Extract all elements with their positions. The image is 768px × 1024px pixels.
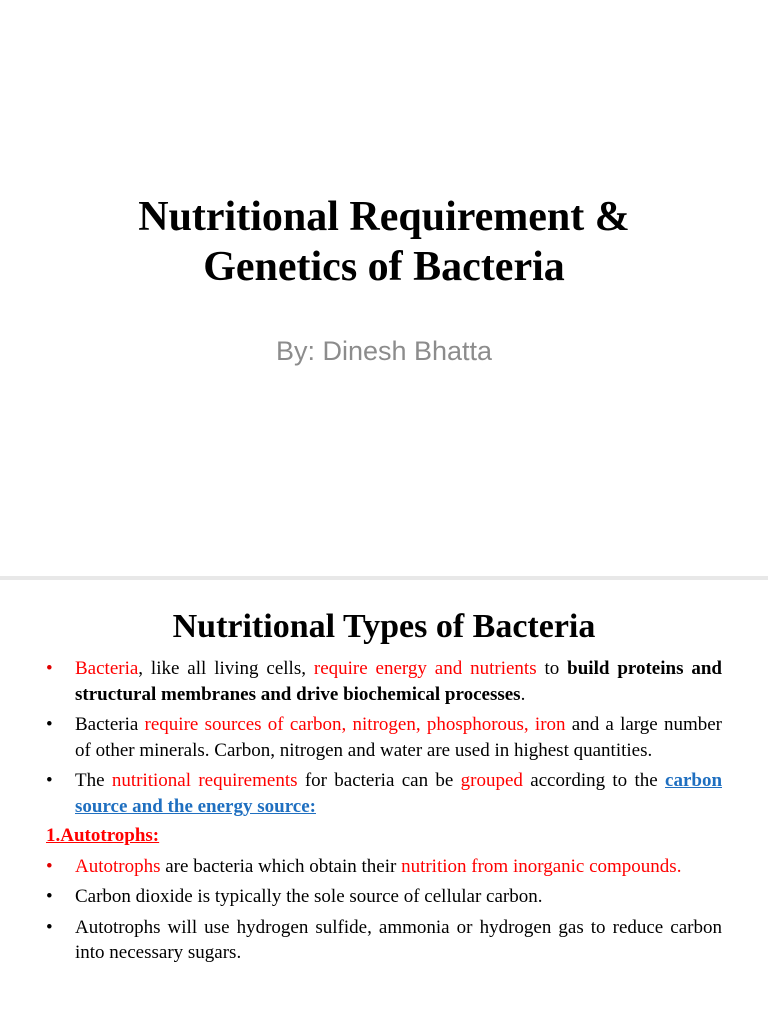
bullet-item xyxy=(46,884,722,910)
bullet-item xyxy=(46,712,722,763)
bullet-item xyxy=(46,656,722,707)
text-span: according to the xyxy=(522,770,666,791)
slide-title-line2: Genetics of Bacteria xyxy=(203,244,565,290)
text-span: . xyxy=(520,683,526,705)
bullet-item xyxy=(46,854,722,880)
bullet-marker: • xyxy=(46,886,53,907)
bullet-marker: • xyxy=(46,916,53,938)
text-span: require energy and nutrients xyxy=(313,658,537,679)
text-span: Carbon dioxide is typically the sole source of cellular carbon. xyxy=(75,886,543,907)
slide-title xyxy=(0,192,768,292)
text-span: build proteins and structural membranes and drive biochemical processes xyxy=(75,658,722,705)
bullet-marker: • xyxy=(46,770,53,791)
text-span: require sources of carbon, nitrogen, phosphorous, iron xyxy=(144,714,566,735)
text-span: for bacteria can be xyxy=(297,770,461,791)
text-span: Bacteria xyxy=(75,658,139,679)
bullet-item xyxy=(46,768,722,819)
text-span: Bacteria xyxy=(75,714,145,735)
bullet-marker: • xyxy=(46,658,53,679)
bullet-item xyxy=(46,915,722,966)
content-slide xyxy=(0,580,768,1024)
content-body xyxy=(46,656,722,971)
text-span: nutrition from inorganic compounds. xyxy=(401,855,682,877)
text-span: and a large number of other minerals. Carbon, nitrogen and water are used in highest quantities. xyxy=(75,714,722,761)
text-span: The xyxy=(75,770,112,791)
text-span: , like all living cells, xyxy=(138,658,314,679)
text-span: to xyxy=(536,658,568,679)
text-span: Autotrophs will use hydrogen sulfide, ammonia or hydrogen gas to reduce carbon into necessary sugars. xyxy=(75,916,722,963)
autotrophs-heading: 1.Autotrophs: xyxy=(46,825,160,846)
content-slide-title: Nutritional Types of Bacteria xyxy=(172,608,596,645)
slide-title-line1: Nutritional Requirement & xyxy=(138,194,630,240)
bullet-marker: • xyxy=(46,855,53,877)
carbon-energy-source-link[interactable]: carbon source and the energy source: xyxy=(75,770,723,817)
text-span: nutritional requirements xyxy=(111,770,298,791)
bullet-marker: • xyxy=(46,714,53,735)
slide-subtitle: By: Dinesh Bhatta xyxy=(275,336,493,366)
text-span: Autotrophs xyxy=(75,855,161,877)
text-span: grouped xyxy=(460,770,523,791)
text-span: are bacteria which obtain their xyxy=(160,855,402,877)
